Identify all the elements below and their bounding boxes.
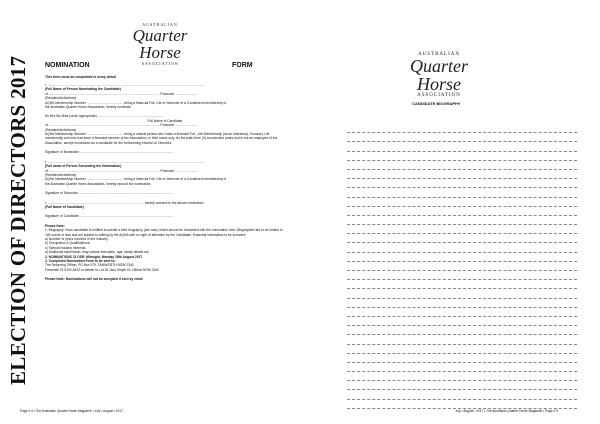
form-line: the Australian Quarter Horse Association, hereby nominate	[45, 105, 131, 110]
biography-line[interactable]	[347, 253, 577, 262]
biography-line[interactable]	[347, 308, 577, 317]
biography-line[interactable]	[347, 326, 577, 335]
biography-lines	[347, 124, 577, 409]
aqha-logo-right	[393, 52, 485, 98]
form-line: 1. Biography: Each candidate is entitled to submit a brief biography (see over) which should be forwarded with the nomination form. Biographies are to be limited to 180 words or less and are subject to editing by the AQHA with no right of alteration by the Candidate. Essential information to be included;	[45, 228, 283, 237]
biography-line[interactable]	[347, 207, 577, 216]
biography-line[interactable]	[347, 188, 577, 197]
form-line: Signature of Candidate ......................................................................................................	[45, 214, 174, 219]
form-line: Please Note: Nominations will not be accepted if sent by email	[45, 277, 143, 282]
biography-line[interactable]	[347, 317, 577, 326]
form-line: I, ......................................................................................................... hereby consent to the above nomination.	[45, 200, 205, 205]
biography-line[interactable]	[347, 363, 577, 372]
form-line: (Residential Address)	[45, 127, 77, 132]
biography-line[interactable]	[347, 262, 577, 271]
biography-line[interactable]	[347, 170, 577, 179]
form-line: the Australian Quarter Horse Association, hereby second the nomination.	[45, 181, 152, 186]
biography-line[interactable]	[347, 335, 577, 344]
biography-line[interactable]	[347, 354, 577, 363]
biography-line[interactable]	[347, 225, 577, 234]
form-line: AQHA Membership Number ........................................ being a financial Full, Life or Nominee of a Constituent membership of	[45, 177, 227, 182]
form-line: of ......................................................................................................................... Postcode .........................	[45, 123, 198, 128]
biography-line[interactable]	[347, 390, 577, 399]
nomination-form-body	[45, 83, 285, 282]
form-line: Please Note:	[45, 223, 65, 228]
form-line: 2. NOMINATIONS CLOSE: Midnight, Monday 28th August 2017	[45, 254, 143, 259]
biography-line[interactable]	[347, 124, 577, 133]
form-line: a) Number of years involved in the industry.	[45, 236, 109, 241]
logo-line-3: ASSOCIATION	[141, 61, 179, 66]
biography-line[interactable]	[347, 299, 577, 308]
biography-line[interactable]	[347, 400, 577, 409]
form-line: I, ...........................................................................................................................................................................	[45, 159, 205, 164]
biography-line[interactable]	[347, 234, 577, 243]
logo-line-1: AUSTRALIAN	[418, 52, 460, 57]
form-line: (Residential Address)	[45, 96, 77, 101]
footer-right: July • August • 2017 • The Australian Quarter Horse Magazine • Page # 5	[455, 409, 558, 413]
form-line: d) Additional information: may include education, age, family details etc.	[45, 250, 150, 255]
form-line: 3. Completed Nomination Form to be sent to:	[45, 259, 116, 263]
logo-line-2: Quarter Horse	[410, 56, 468, 94]
form-title-left: NOMINATION	[45, 62, 90, 69]
biography-line[interactable]	[347, 198, 577, 207]
form-line: (Full Name of Candidate)	[45, 204, 84, 209]
logo-line-3: ASSOCIATION	[417, 93, 461, 98]
biography-line[interactable]	[347, 280, 577, 289]
form-line: (Full Name of Person Nominating the Candidate)	[45, 87, 121, 92]
form-line: (Residential Address)	[45, 172, 77, 177]
biography-line[interactable]	[347, 216, 577, 225]
form-line: Full Name of Candidate	[147, 118, 183, 123]
logo-line-1: AUSTRALIAN	[142, 22, 178, 27]
form-title-right: FORM	[232, 62, 253, 69]
biography-line[interactable]	[347, 289, 577, 298]
vertical-title: ELECTION OF DIRECTORS 2017	[6, 55, 30, 385]
form-line: Facsimile 02 6762 8422 or deliver to Lot 15 Jack Smyth Dr, Hillvue NSW 2340	[45, 267, 159, 272]
biography-line[interactable]	[347, 142, 577, 151]
logo-line-2: Quarter Horse	[132, 26, 188, 62]
form-line: I, ...........................................................................................................................................................................	[45, 83, 205, 87]
form-line: c) Special industry interests	[45, 245, 86, 250]
biography-line[interactable]	[347, 345, 577, 354]
biography-line[interactable]	[347, 152, 577, 161]
form-line: The Returning Officer, PO Box 979, TAMWORTH NSW 2340	[45, 263, 134, 268]
form-line: of ......................................................................................................................... Postcode .........................	[45, 91, 198, 96]
biography-line[interactable]	[347, 271, 577, 280]
form-line: Signature of Seconder .......................................................................................................	[45, 191, 174, 196]
form-line: AQHA Membership Number ........................................ being a financial Full, Life or Nominee of a Constituent membership of	[45, 100, 227, 105]
aqha-logo-left	[110, 22, 210, 66]
biography-heading: CANDIDATE BIOGRAPHY	[412, 101, 461, 106]
form-line: of ......................................................................................................................... Postcode .........................	[45, 168, 198, 173]
biography-line[interactable]	[347, 243, 577, 252]
biography-line[interactable]	[347, 381, 577, 390]
form-subtitle: This form must be completed in every detail	[45, 75, 116, 79]
footer-left: Page # 4 • The Australian Quarter Horse Magazine • July • August • 2017	[20, 409, 123, 413]
biography-line[interactable]	[347, 179, 577, 188]
form-line: (Full name of Person Seconding the Nomination)	[45, 164, 122, 169]
form-line: Signature of Nominator ......................................................................................................	[45, 150, 174, 155]
form-line: Mr Mrs Ms Miss (circle appropriate) ........................................................................	[45, 114, 164, 119]
form-line: b) Occupation & Qualifications;	[45, 241, 91, 246]
form-line: AQHA Membership Number ........................................ being a natural person who holds a financial Full , Life Membership (as an individual), Honorary Life membership and who has been a financial member of the Association, in their name only, for the past three (3) consecutive years and is not an employee of the Association, accept nomination as a candidate for the forthcoming election of Directors.	[45, 132, 278, 145]
biography-line[interactable]	[347, 133, 577, 142]
biography-line[interactable]	[347, 161, 577, 170]
biography-line[interactable]	[347, 372, 577, 381]
